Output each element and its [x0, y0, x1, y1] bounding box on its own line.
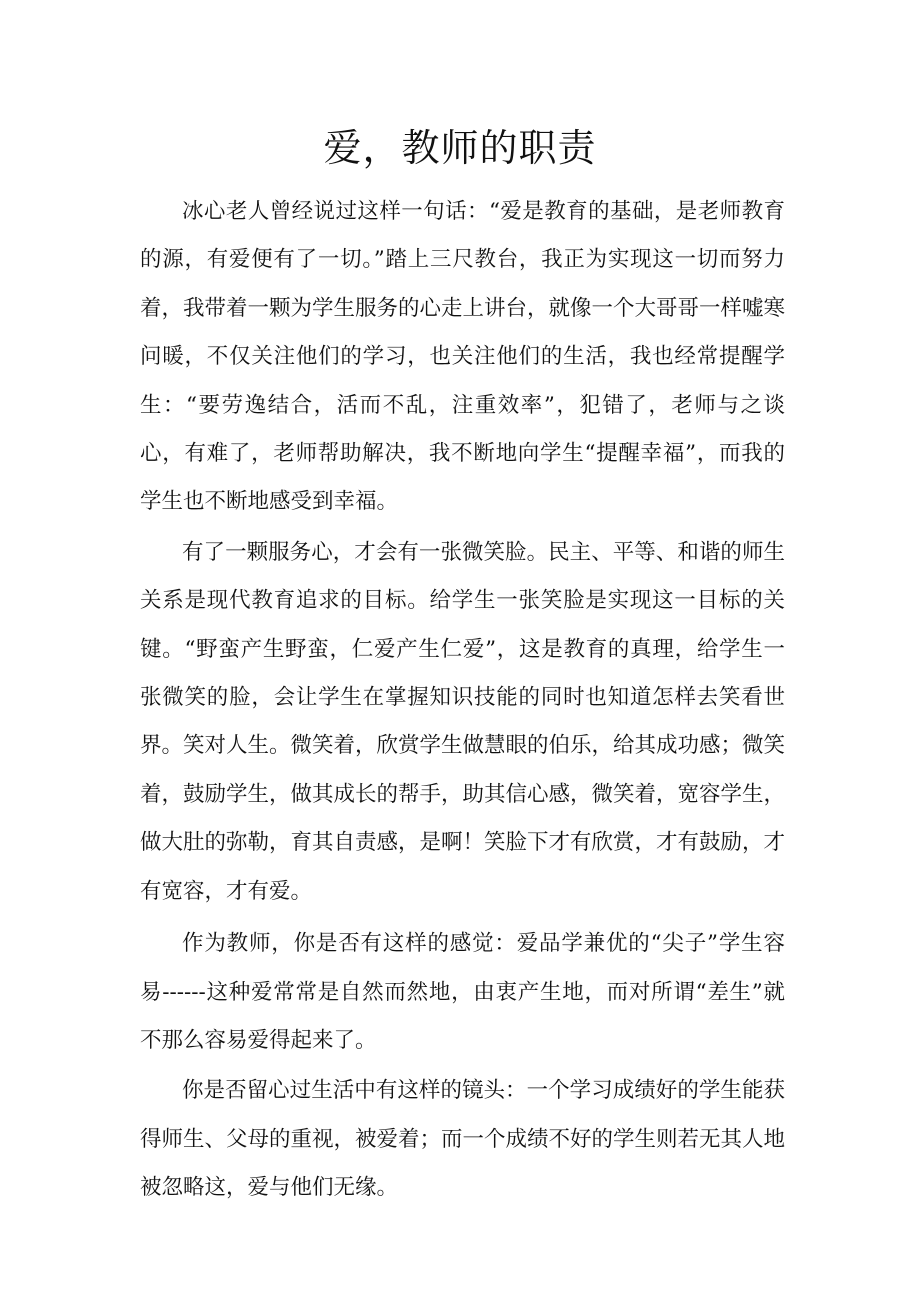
paragraph-2: 有了一颗服务心，才会有一张微笑脸。民主、平等、和谐的师生关系是现代教育追求的目标。给学生一张笑脸是实现这一目标的关键。“野蛮产生野蛮，仁爱产生仁爱”，这是教育的真理，给学生一张微笑的脸，会让学生在掌握知识技能的同时也知道怎样去笑看世界。笑对人生。微笑着，欣赏学生做慧眼的伯乐，给其成功感；微笑着，鼓励学生，做其成长的帮手，助其信心感，微笑着，宽容学生，做大肚的弥勒，育其自责感，是啊！笑脸下才有欣赏，才有鼓励，才有宽容，才有爱。	[140, 539, 786, 904]
document-body	[140, 188, 785, 1213]
document-title: 爱，教师的职责	[323, 126, 597, 170]
paragraph-3: 作为教师，你是否有这样的感觉：爱品学兼优的“尖子”学生容易------这种爱常常是自然而然地，由衷产生地，而对所谓“差生”就不那么容易爱得起来了。	[140, 931, 785, 1053]
paragraph-4: 你是否留心过生活中有这样的镜头：一个学习成绩好的学生能获得师生、父母的重视，被爱着；而一个成绩不好的学生则若无其人地被忽略这，爱与他们无缘。	[140, 1078, 786, 1201]
paragraph-1: 冰心老人曾经说过这样一句话：“爱是教育的基础，是老师教育的源，有爱便有了一切。”踏上三尺教台，我正为实现这一切而努力着，我带着一颗为学生服务的心走上讲台，就像一个大哥哥一样嘘寒问暖，不仅关注他们的学习，也关注他们的生活，我也经常提醒学生：“要劳逸结合，活而不乱，注重效率”，犯错了，老师与之谈心，有难了，老师帮助解决，我不断地向学生“提醒幸福”，而我的学生也不断地感受到幸福。	[140, 199, 786, 515]
